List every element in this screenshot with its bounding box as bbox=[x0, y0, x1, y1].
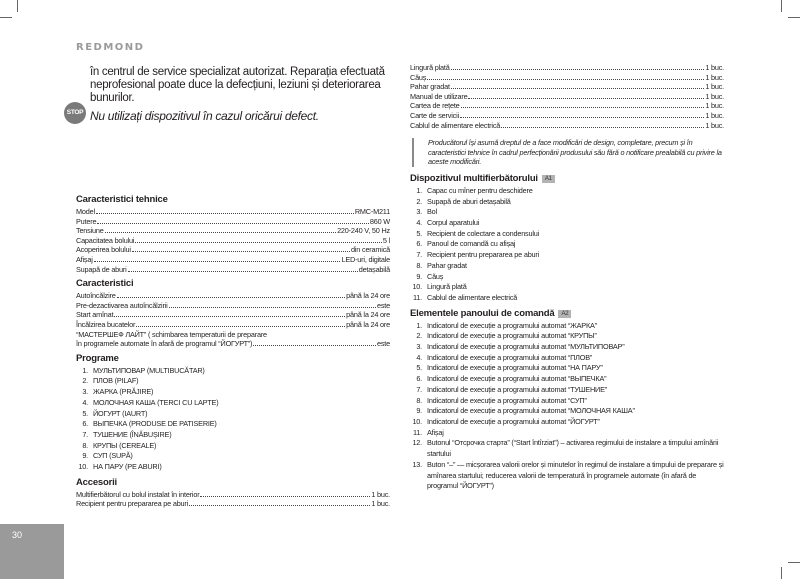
accessory-value: 1 buc. bbox=[705, 91, 724, 101]
accessories-list-part1 bbox=[76, 490, 390, 509]
leader-dots bbox=[189, 499, 370, 506]
feature-label: în programele automate în afară de programul “ЙОГУРТ”) bbox=[76, 339, 253, 349]
specs-list bbox=[76, 207, 390, 274]
feature-row bbox=[76, 320, 390, 330]
list-item bbox=[410, 353, 724, 364]
item-number: 8. bbox=[416, 260, 422, 270]
item-number: 1. bbox=[416, 185, 422, 195]
list-item bbox=[410, 342, 724, 353]
list-item bbox=[410, 207, 724, 218]
item-text: Indicatorul de execuție a programului automat “МУЛЬТИПОВАР” bbox=[427, 342, 625, 352]
item-text: НА ПАРУ (PE ABURI) bbox=[93, 462, 162, 472]
leader-dots bbox=[105, 226, 336, 233]
crop-mark bbox=[781, 567, 782, 579]
spec-label: Putere bbox=[76, 216, 97, 226]
item-number: 5. bbox=[416, 363, 422, 373]
item-text: Indicatorul de execuție a programului automat “КРУПЫ” bbox=[427, 331, 597, 341]
item-text: ТУШЕНИЕ (ÎNĂBUȘIRE) bbox=[93, 429, 172, 439]
panel-elements-list bbox=[410, 321, 724, 492]
leader-dots bbox=[200, 490, 370, 497]
item-number: 10. bbox=[78, 462, 88, 472]
list-item bbox=[76, 376, 390, 387]
accessory-value: 1 buc. bbox=[371, 499, 390, 509]
masterchef-line: “МАСТЕРШЕФ ЛАЙТ” ( schimbarea temperaturii de preparare bbox=[76, 329, 267, 339]
accessory-value: 1 buc. bbox=[705, 120, 724, 130]
feature-label: Autoîncălzire bbox=[76, 291, 116, 301]
intro-block bbox=[66, 66, 390, 123]
leader-dots bbox=[94, 255, 341, 262]
accessory-label: Lingură plată bbox=[410, 63, 450, 72]
item-number: 6. bbox=[416, 239, 422, 249]
list-item bbox=[76, 409, 390, 420]
spec-row bbox=[76, 245, 390, 255]
item-text: Supapă de aburi detașabilă bbox=[427, 196, 511, 206]
item-number: 7. bbox=[82, 429, 88, 439]
item-number: 7. bbox=[416, 250, 422, 260]
item-text: Lingură plată bbox=[427, 282, 467, 292]
item-text: Buton “–” — micșorarea valorii orelor și minutelor în regimul de instalare a timpului de preparare și amînarea startului; reducerea valorii de temperatură în programele automate (în afară de programul “ЙОГУРТ”) bbox=[427, 459, 724, 491]
accessory-label: Carte de servicii bbox=[410, 110, 459, 120]
item-number: 4. bbox=[416, 352, 422, 362]
list-item bbox=[76, 387, 390, 398]
leader-dots bbox=[468, 92, 704, 99]
accessory-row bbox=[410, 111, 724, 121]
intro-text: în centrul de service specializat autorizat. Reparația efectuată neprofesional poate duce la defecțiuni, leziuni și deteriorarea bunurilor. bbox=[90, 66, 385, 104]
item-number: 2. bbox=[82, 376, 88, 386]
item-text: МУЛЬТИПОВАР (MULTIBUCĂTAR) bbox=[93, 365, 205, 375]
item-text: Corpul aparatului bbox=[427, 218, 480, 228]
list-item bbox=[410, 218, 724, 229]
item-text: Indicatorul de execuție a programului automat “МОЛОЧНАЯ КАША” bbox=[427, 406, 635, 416]
features-title: Caracteristici bbox=[76, 278, 134, 290]
item-text: Panoul de comandă cu afișaj bbox=[427, 239, 516, 249]
figure-tag: A2 bbox=[558, 310, 571, 318]
crop-mark bbox=[17, 0, 18, 12]
manufacturer-note: Producătorul își asumă dreptul de a face modificări de design, completare, precum și în caracteristici tehnice în cadrul perfecționării produsului său fără o notificare prealabilă cu privire la aceste modificări. bbox=[412, 138, 724, 167]
spec-row bbox=[76, 236, 390, 246]
list-item bbox=[410, 385, 724, 396]
accessory-value: 1 buc. bbox=[705, 72, 724, 82]
accessory-value: 1 buc. bbox=[371, 489, 390, 499]
leader-dots bbox=[114, 310, 345, 317]
item-text: Căuș bbox=[427, 271, 444, 281]
spec-row bbox=[76, 217, 390, 227]
spec-row bbox=[76, 255, 390, 265]
accessory-value: 1 buc. bbox=[705, 82, 724, 92]
item-text: Pahar gradat bbox=[427, 260, 467, 270]
stop-icon: STOP bbox=[64, 102, 86, 124]
spec-label: Capacitatea bolului bbox=[76, 235, 135, 245]
item-number: 6. bbox=[82, 419, 88, 429]
item-text: ПЛОВ (PILAF) bbox=[93, 376, 139, 386]
item-text: Capac cu mîner pentru deschidere bbox=[427, 185, 533, 195]
accessory-row bbox=[410, 63, 724, 73]
feature-label: Start amînat bbox=[76, 310, 114, 320]
item-number: 4. bbox=[82, 397, 88, 407]
page-number: 30 bbox=[12, 530, 23, 540]
list-item bbox=[410, 282, 724, 293]
spec-value: 5 l bbox=[382, 235, 390, 245]
item-number: 2. bbox=[416, 331, 422, 341]
spec-value: detașabilă bbox=[358, 264, 390, 274]
features-list bbox=[76, 291, 390, 349]
feature-value: până la 24 ore bbox=[346, 319, 390, 329]
item-number: 3. bbox=[82, 387, 88, 397]
list-item bbox=[410, 331, 724, 342]
panel-title bbox=[410, 308, 724, 319]
left-column bbox=[66, 66, 390, 509]
list-item bbox=[410, 428, 724, 439]
feature-label: Încălzirea bucatelor bbox=[76, 319, 136, 329]
item-text: Recipient de colectare a condensului bbox=[427, 228, 540, 238]
leader-dots bbox=[451, 82, 705, 89]
accessory-value: 1 buc. bbox=[705, 101, 724, 111]
crop-mark bbox=[788, 562, 800, 563]
list-item bbox=[76, 451, 390, 462]
item-number: 9. bbox=[416, 271, 422, 281]
accessory-value: 1 buc. bbox=[705, 63, 724, 72]
item-text: Bol bbox=[427, 207, 437, 217]
item-text: Indicatorul de execuție a programului automat “ПЛОВ” bbox=[427, 352, 593, 362]
item-number: 9. bbox=[82, 451, 88, 461]
leader-dots bbox=[136, 320, 345, 327]
list-item bbox=[410, 396, 724, 407]
programs-title: Programe bbox=[76, 352, 119, 364]
item-text: МОЛОЧНАЯ КАША (TERCI CU LAPTE) bbox=[93, 397, 219, 407]
item-number: 2. bbox=[416, 196, 422, 206]
list-item bbox=[76, 441, 390, 452]
spec-label: Afișaj bbox=[76, 254, 93, 264]
accessory-row bbox=[76, 490, 390, 500]
spec-label: Tensiune bbox=[76, 226, 104, 236]
warning-text: Nu utilizați dispozitivul în cazul oricărui defect. bbox=[90, 109, 319, 123]
brand-logo: REDMOND bbox=[76, 42, 145, 53]
device-title bbox=[410, 173, 724, 184]
list-item bbox=[410, 321, 724, 332]
item-text: Indicatorul de execuție a programului automat “НА ПАРУ” bbox=[427, 363, 603, 373]
leader-dots bbox=[461, 101, 705, 108]
feature-row bbox=[76, 339, 390, 349]
accessory-label: Pahar gradat bbox=[410, 82, 450, 92]
leader-dots bbox=[169, 301, 376, 308]
feature-label: Pre-dezactivarea autoîncălzirii bbox=[76, 300, 168, 310]
list-item bbox=[410, 229, 724, 240]
item-text: Indicatorul de execuție a programului automat “ТУШЕНИЕ” bbox=[427, 384, 607, 394]
list-item bbox=[410, 197, 724, 208]
item-number: 10. bbox=[412, 417, 422, 426]
list-item bbox=[410, 374, 724, 385]
list-item bbox=[76, 419, 390, 430]
list-item bbox=[410, 293, 724, 304]
item-number: 8. bbox=[82, 440, 88, 450]
leader-dots bbox=[128, 265, 358, 272]
list-item bbox=[410, 239, 724, 250]
accessory-row bbox=[410, 82, 724, 92]
leader-dots bbox=[451, 63, 705, 70]
item-text: СУП (SUPĂ) bbox=[93, 451, 133, 461]
item-text: КРУПЫ (CEREALE) bbox=[93, 440, 157, 450]
spec-value: din ceramică bbox=[351, 245, 390, 255]
crop-mark bbox=[0, 17, 12, 18]
accessory-label: Recipient pentru prepararea pe aburi bbox=[76, 499, 189, 509]
item-number: 1. bbox=[416, 320, 422, 330]
leader-dots bbox=[501, 121, 704, 128]
item-text: Cablul de alimentare electrică bbox=[427, 292, 518, 302]
page-number-bar bbox=[0, 524, 64, 579]
item-number: 3. bbox=[416, 342, 422, 352]
spec-value: RMC-M211 bbox=[354, 207, 390, 216]
accessory-row bbox=[410, 121, 724, 131]
feature-row bbox=[76, 301, 390, 311]
crop-mark bbox=[788, 17, 800, 18]
feature-value: până la 24 ore bbox=[346, 291, 390, 301]
list-item bbox=[410, 261, 724, 272]
list-item bbox=[76, 366, 390, 377]
leader-dots bbox=[132, 245, 350, 252]
item-number: 10. bbox=[412, 282, 422, 292]
accessory-value: 1 buc. bbox=[705, 110, 724, 120]
leader-dots bbox=[427, 73, 704, 80]
list-item bbox=[76, 398, 390, 409]
feature-row bbox=[76, 310, 390, 320]
item-text: Butonul “Отсрочка старта” (“Start întîrziat”) – activarea regimului de instalare a timpului amînării startului bbox=[427, 438, 719, 459]
item-text: Indicatorul de execuție a programului automat “ЖАРКА” bbox=[427, 320, 597, 330]
spec-label: Acoperirea bolului bbox=[76, 245, 131, 255]
item-text: ЖАРКА (PRĂJIRE) bbox=[93, 387, 154, 397]
accessory-label: Cablul de alimentare electrică bbox=[410, 120, 501, 130]
spec-row bbox=[76, 265, 390, 275]
accessory-row bbox=[76, 499, 390, 509]
leader-dots bbox=[96, 207, 354, 214]
leader-dots bbox=[97, 217, 369, 224]
accessory-row bbox=[410, 101, 724, 111]
right-column bbox=[410, 63, 724, 492]
figure-tag: A1 bbox=[542, 175, 555, 183]
list-item bbox=[76, 430, 390, 441]
spec-row bbox=[76, 226, 390, 236]
list-item bbox=[410, 460, 724, 492]
feature-row bbox=[76, 291, 390, 301]
spec-value: 860 W bbox=[369, 216, 390, 226]
list-item bbox=[410, 406, 724, 417]
spec-label: Supapă de aburi bbox=[76, 264, 127, 274]
accessory-label: Cartea de rețete bbox=[410, 101, 460, 111]
item-text: Afișaj bbox=[427, 427, 444, 437]
item-number: 5. bbox=[416, 228, 422, 238]
accessory-label: Căuș bbox=[410, 72, 427, 82]
spec-value: LED-uri, digitale bbox=[341, 254, 390, 264]
crop-mark bbox=[781, 0, 782, 12]
programs-list bbox=[76, 366, 390, 473]
item-number: 9. bbox=[416, 406, 422, 416]
list-item bbox=[76, 462, 390, 473]
item-number: 6. bbox=[416, 374, 422, 384]
item-text: Recipient pentru prepararea pe aburi bbox=[427, 250, 540, 260]
item-text: ВЫПЕЧКА (PRODUSE DE PATISERIE) bbox=[93, 419, 217, 429]
leader-dots bbox=[460, 111, 704, 118]
list-item bbox=[410, 250, 724, 261]
device-title-text: Dispozitivul multifierbătorului bbox=[410, 172, 538, 184]
spec-label: Model bbox=[76, 207, 95, 216]
accessories-list-part2 bbox=[410, 63, 724, 130]
feature-value: este bbox=[377, 339, 390, 349]
list-item bbox=[410, 417, 724, 428]
item-number: 3. bbox=[416, 207, 422, 217]
accessory-label: Multifierbătorul cu bolul instalat în interior bbox=[76, 489, 200, 499]
item-number: 13. bbox=[412, 459, 422, 469]
item-text: Indicatorul de execuție a programului automat “СУП” bbox=[427, 395, 587, 405]
item-number: 8. bbox=[416, 395, 422, 405]
list-item bbox=[410, 186, 724, 197]
accessory-label: Manual de utilizare bbox=[410, 91, 468, 101]
specs-title: Caracteristici tehnice bbox=[76, 194, 168, 205]
panel-title-text: Elementele panoului de comandă bbox=[410, 307, 555, 319]
device-parts-list bbox=[410, 186, 724, 304]
feature-value: până la 24 ore bbox=[346, 310, 390, 320]
spec-value: 220-240 V, 50 Hz bbox=[337, 226, 390, 236]
item-text: Indicatorul de execuție a programului automat “ВЫПЕЧКА” bbox=[427, 374, 607, 384]
leader-dots bbox=[253, 339, 376, 346]
accessory-row bbox=[410, 92, 724, 102]
item-number: 4. bbox=[416, 218, 422, 228]
item-number: 7. bbox=[416, 384, 422, 394]
accessory-row bbox=[410, 73, 724, 83]
leader-dots bbox=[117, 291, 346, 298]
item-number: 11. bbox=[412, 427, 422, 437]
item-number: 1. bbox=[82, 365, 88, 375]
item-number: 11. bbox=[412, 292, 422, 302]
spec-row bbox=[76, 207, 390, 217]
accessories-title: Accesorii bbox=[76, 476, 117, 488]
item-number: 12. bbox=[412, 438, 422, 448]
item-text: Indicatorul de execuție a programului automat “ЙОГУРТ” bbox=[427, 417, 600, 426]
list-item bbox=[410, 438, 724, 459]
item-number: 5. bbox=[82, 408, 88, 418]
list-item bbox=[410, 363, 724, 374]
list-item bbox=[410, 272, 724, 283]
leader-dots bbox=[135, 236, 382, 243]
item-text: ЙОГУРТ (IAURT) bbox=[93, 408, 148, 418]
feature-value: este bbox=[377, 300, 390, 310]
